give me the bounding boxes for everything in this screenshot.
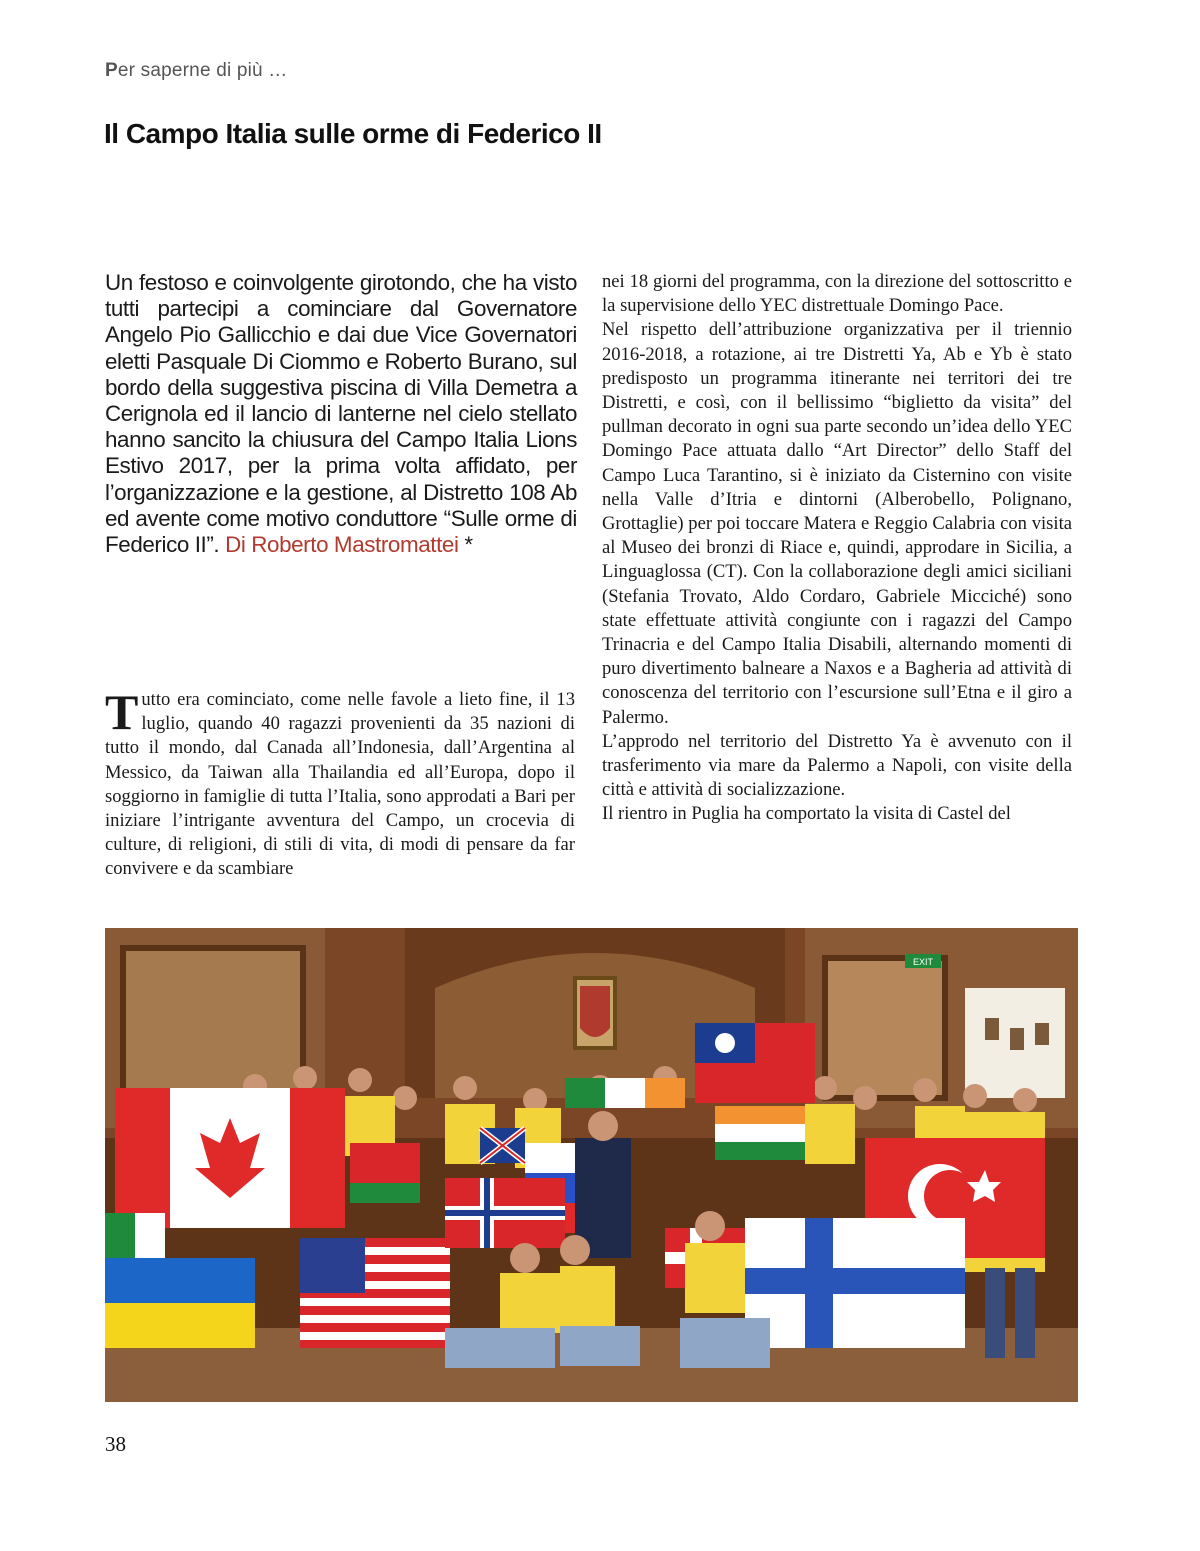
page-number: 38 (105, 1432, 126, 1456)
body-paragraph: nei 18 giorni del programma, con la direzione del sottoscritto e la supervisione dello YEC distrettuale Domingo Pace. (602, 271, 1072, 317)
drop-cap: T (105, 684, 139, 740)
article-title: Il Campo Italia sulle orme di Federico II (104, 118, 602, 149)
group-photo (105, 928, 1078, 1402)
body-paragraph: Nel rispetto dell’attribuzione organizzativa per il triennio 2016-2018, a rotazione, ai tre Distretti Ya, Ab e Yb è stato predisposto un programma itinerante nei territori dei tre Distretti, e così, con il bellissimo “biglietto da visita” del pullman decorato in ogni sua parte secondo un’idea dello YEC Domingo Pace attuata dallo “Art Director” dello Staff del Campo Luca Tarantino, si è iniziato da Cisternino con visite nella Valle d’Itria e dintorni (Alberobello, Polignano, Grottaglie) per poi toccare Matera e Reggio Calabria con visita al Museo dei bronzi di Riace e, quindi, approdare in Sicilia, a Linguaglossa (CT). Con la collaborazione degli amici siciliani (Stefania Trovato, Aldo Cordaro, Gabriele Micciché) sono state effettuate attività congiunte con i ragazzi del Campo Trinacria e del Campo Italia Disabili, alternando momenti di puro divertimento balneare a Naxos e a Bagheria ad attività di conoscenza del territorio con l’escursione sull’Etna e il giro a Palermo. (602, 319, 1072, 728)
body-paragraph: Tutto era cominciato, come nelle favole a lieto fine, il 13 luglio, quando 40 ragazzi provenienti da 35 nazioni di tutto il mondo, dal Canada all’Indonesia, dall’Argentina al Messico, da Taiwan alla Thailandia ed all’Europa, dopo il soggiorno in famiglie di tutta l’Italia, sono approdati a Bari per iniziare l’intrigante avventura del Campo, un crocevia di culture, di religioni, di stili di vita, di modi di pensare da far convivere e da scambiare (105, 684, 575, 880)
lead-text: Un festoso e coinvolgente girotondo, che ha visto tutti partecipi a cominciare dal Governatore Angelo Pio Gallicchio e dai due Vice Governatori eletti Pasquale Di Ciommo e Roberto Burano, sul bordo della suggestiva piscina di Villa Demetra a Cerignola ed il lancio di lanterne nel cielo stellato hanno sancito la chiusura del Campo Italia Lions Estivo 2017, per la prima volta affidato, per l’organizzazione e la gestione, al Distretto 108 Ab ed avente come motivo conduttore “Sulle orme di Federico II”. (105, 270, 577, 558)
lead-paragraph (105, 270, 577, 558)
body-paragraph: Il rientro in Puglia ha comportato la visita di Castel del (602, 803, 1011, 825)
body-column-right (602, 270, 1072, 827)
byline-mark: * (458, 532, 473, 558)
body-column-left (105, 684, 575, 882)
section-label: Per saperne di più … (105, 60, 288, 81)
exit-sign-text: EXIT (912, 957, 934, 967)
byline: Di Roberto Mastromattei (225, 532, 459, 558)
body-paragraph: L’approdo nel territorio del Distretto Ya è avvenuto con il trasferimento via mare da Palermo a Napoli, con visite della città e attività di socializzazione. (602, 730, 1072, 801)
